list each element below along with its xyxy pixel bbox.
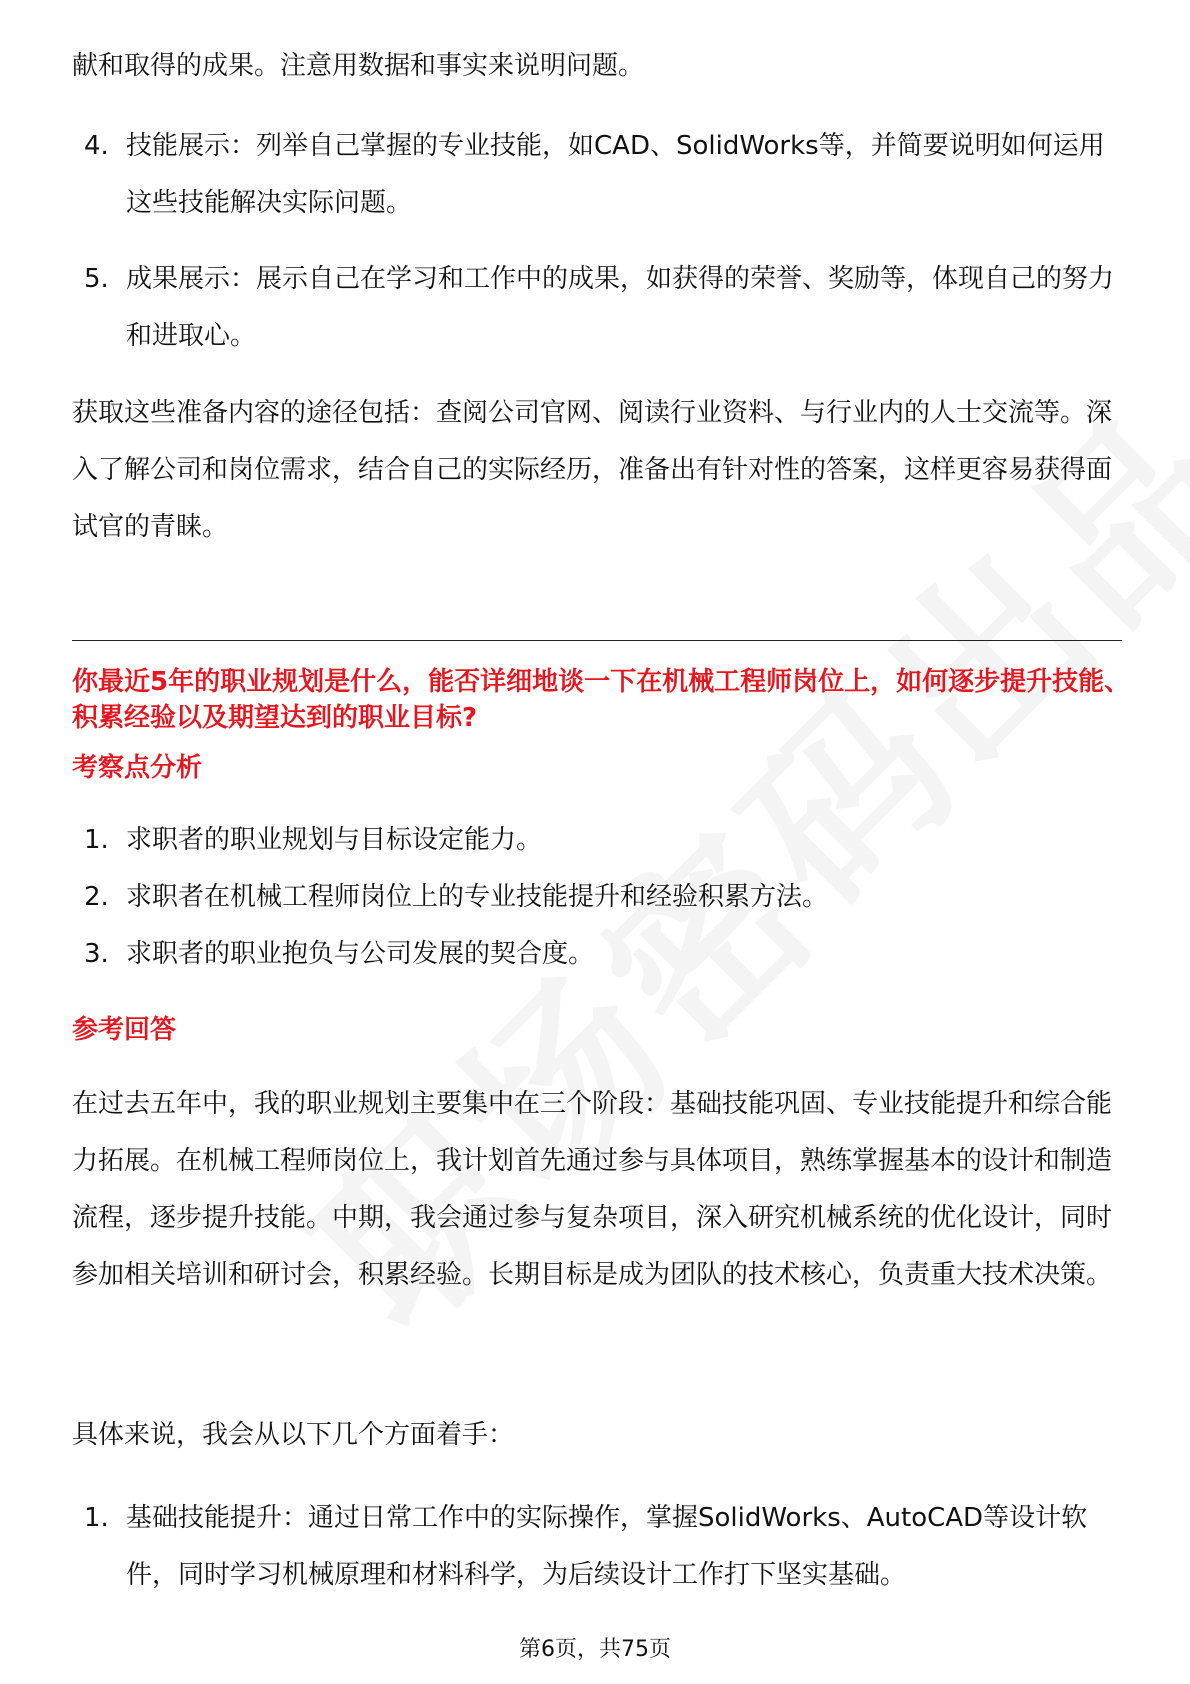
- list-item-number: 1.: [84, 825, 109, 855]
- list-item-text: 求职者的职业规划与目标设定能力。: [126, 825, 543, 855]
- list-item-number: 5.: [84, 264, 109, 294]
- list-item-text: 基础技能提升：通过日常工作中的实际操作，掌握SolidWorks、AutoCAD等设计软件，同时学习机械原理和材料科学，为后续设计工作打下坚实基础。: [126, 1503, 1088, 1590]
- list-item-number: 4.: [84, 131, 109, 161]
- list-item: [84, 869, 1124, 926]
- list-item: [84, 118, 1124, 232]
- list-item-number: 1.: [84, 1503, 109, 1533]
- continuation-paragraph: 献和取得的成果。注意用数据和事实来说明问题。: [72, 51, 645, 81]
- analysis-heading: 考察点分析: [72, 753, 203, 783]
- list-item-number: 3.: [84, 939, 109, 969]
- list-item-text: 求职者的职业抱负与公司发展的契合度。: [126, 939, 595, 969]
- specifics-intro: 具体来说，我会从以下几个方面着手：: [72, 1420, 515, 1450]
- list-item: [84, 251, 1124, 365]
- preparation-paragraph: 获取这些准备内容的途径包括：查阅公司官网、阅读行业资料、与行业内的人士交流等。深入了解公司和岗位需求，结合自己的实际经历，准备出有针对性的答案，这样更容易获得面试官的青睐。: [72, 398, 1113, 542]
- section-divider: [72, 640, 1122, 641]
- question-heading: 你最近5年的职业规划是什么，能否详细地谈一下在机械工程师岗位上，如何逐步提升技能、积累经验以及期望达到的职业目标?: [72, 667, 1131, 733]
- answer-heading: 参考回答: [72, 1015, 177, 1045]
- list-item-number: 2.: [84, 882, 109, 912]
- list-item: [84, 926, 1124, 983]
- list-item-text: 求职者在机械工程师岗位上的专业技能提升和经验积累方法。: [126, 882, 829, 912]
- list-item: [84, 1490, 1124, 1604]
- answer-paragraph: 在过去五年中，我的职业规划主要集中在三个阶段：基础技能巩固、专业技能提升和综合能力拓展。在机械工程师岗位上，我计划首先通过参与具体项目，熟练掌握基本的设计和制造流程，逐步提升技能。中期，我会通过参与复杂项目，深入研究机械系统的优化设计，同时参加相关培训和研讨会，积累经验。长期目标是成为团队的技术核心，负责重大技术决策。: [72, 1089, 1113, 1290]
- list-item-text: 技能展示：列举自己掌握的专业技能，如CAD、SolidWorks等，并简要说明如何运用这些技能解决实际问题。: [126, 131, 1105, 218]
- list-item-text: 成果展示：展示自己在学习和工作中的成果，如获得的荣誉、奖励等，体现自己的努力和进取心。: [126, 264, 1115, 351]
- list-item: [84, 812, 1124, 869]
- page-footer: 第6页，共75页: [519, 1637, 671, 1662]
